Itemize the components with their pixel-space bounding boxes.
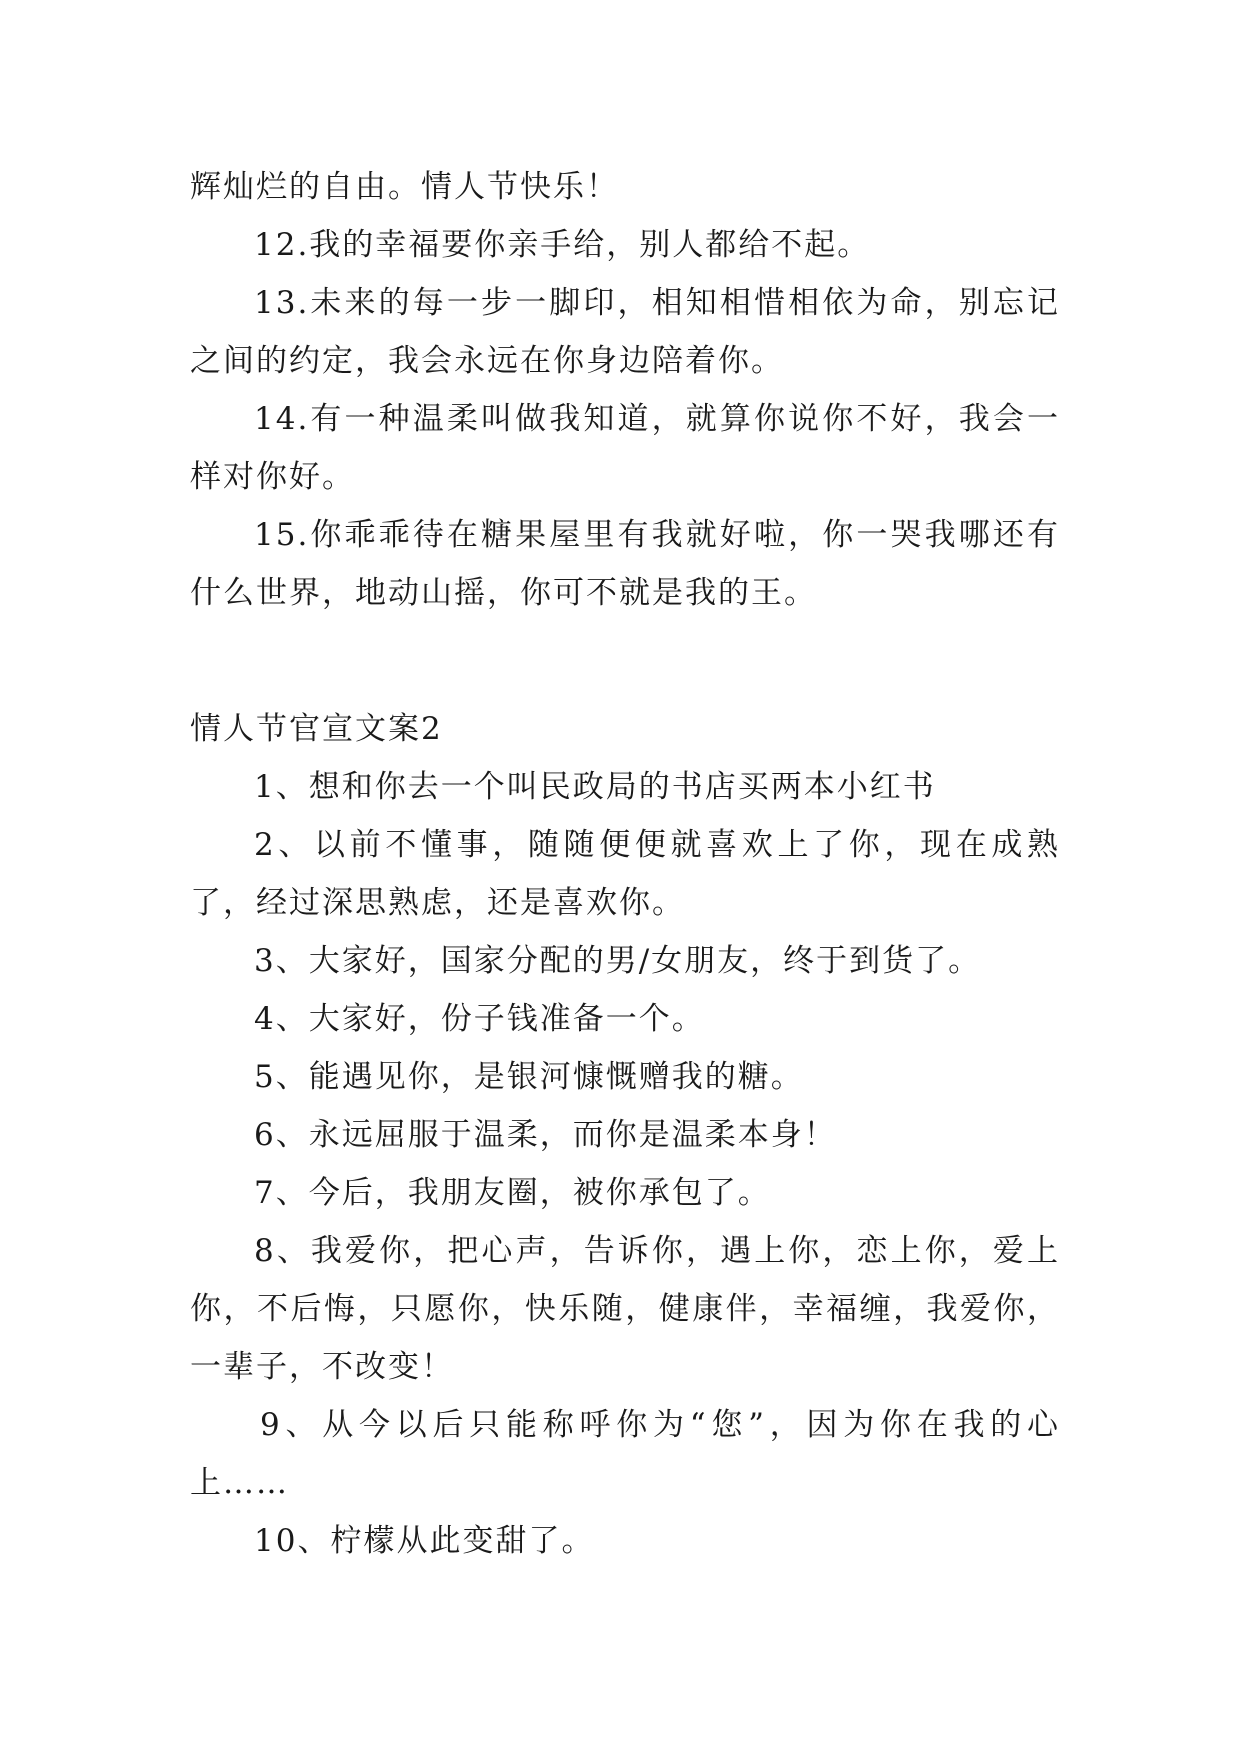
paragraph-continuation: 辉灿烂的自由。情人节快乐！ xyxy=(190,169,619,205)
list-item-13: 13.未来的每一步一脚印，相知相惜相依为命，别忘记之间的约定，我会永远在你身边陪着你。 xyxy=(190,285,1060,379)
section-spacer xyxy=(190,622,1060,700)
list-item: 3、大家好，国家分配的男/女朋友，终于到货了。 xyxy=(254,943,982,979)
list-item: 10、柠檬从此变甜了。 xyxy=(254,1523,595,1559)
list-item: 5、能遇见你，是银河慷慨赠我的糖。 xyxy=(254,1059,804,1095)
list-item: 2、以前不懂事，随随便便就喜欢上了你，现在成熟了，经过深思熟虑，还是喜欢你。 xyxy=(190,827,1060,921)
list-item: 7、今后，我朋友圈，被你承包了。 xyxy=(254,1175,771,1211)
document-page xyxy=(190,158,1060,1570)
list-item: 4、大家好，份子钱准备一个。 xyxy=(254,1001,705,1037)
list-item-15: 15.你乖乖待在糖果屋里有我就好啦，你一哭我哪还有什么世界，地动山摇，你可不就是我的王。 xyxy=(190,517,1060,611)
list-item: 1、想和你去一个叫民政局的书店买两本小红书 xyxy=(254,769,936,805)
list-item: 6、永远屈服于温柔，而你是温柔本身！ xyxy=(254,1117,837,1153)
list-item-12: 12.我的幸福要你亲手给，别人都给不起。 xyxy=(254,227,871,263)
list-item: 8、我爱你，把心声，告诉你，遇上你，恋上你，爱上你，不后悔，只愿你，快乐随，健康伴，幸福缠，我爱你，一辈子，不改变！ xyxy=(190,1233,1060,1385)
section-heading: 情人节官宣文案2 xyxy=(190,711,443,747)
list-item: 9、从今以后只能称呼你为“您”，因为你在我的心上…… xyxy=(190,1407,1060,1501)
list-item-14: 14.有一种温柔叫做我知道，就算你说你不好，我会一样对你好。 xyxy=(190,401,1060,495)
